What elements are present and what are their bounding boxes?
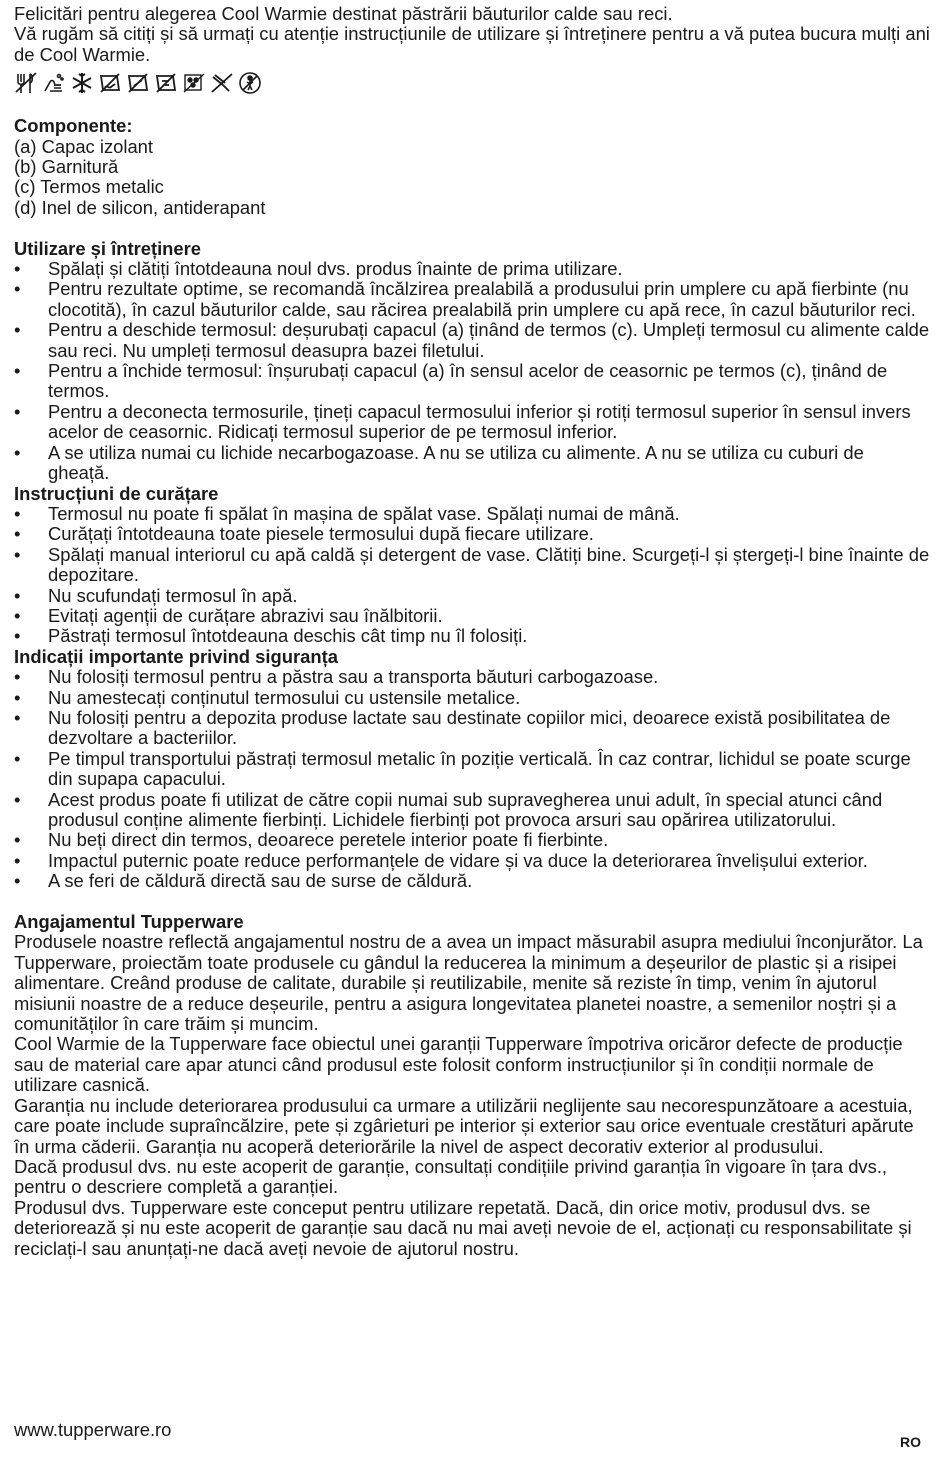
components-heading: Componente:	[14, 115, 133, 137]
intro-line-1: Felicitări pentru alegerea Cool Warmie destinat păstrării băuturilor calde sau reci.	[14, 3, 673, 24]
care-icons-row	[14, 68, 930, 98]
cleaning-item: • Nu scufundați termosul în apă.	[14, 586, 930, 606]
usage-heading: Utilizare și întreținere	[14, 237, 202, 259]
warranty-country-paragraph: Dacă produsul dvs. nu este acoperit de garanție, consultați condițiile privind garanția în vigoare în țara dvs., pentru o descriere completă a garanției.	[14, 1155, 888, 1198]
component-item: (d) Inel de silicon, antiderapant	[14, 196, 266, 218]
cleaning-item: • Spălați manual interiorul cu apă caldă și detergent de vase. Clătiți bine. Scurgeți-l și ștergeți-l bine înainte de depozitare.	[14, 545, 930, 586]
component-item: (c) Termos metalic	[14, 176, 164, 198]
no-metal-utensils-icon	[210, 71, 234, 95]
no-microwave-icon	[98, 71, 122, 95]
no-stovetop-icon	[154, 71, 178, 95]
warranty-exclusions-paragraph: Garanția nu include deteriorarea produsului ca urmare a utilizării neglijente sau necorespunzătoare a acestuia, care poate include supraîncălzire, pete și zgârieturi pe interior și exterior sau orice eventuale crestături apărute în urma căderii. Garanția nu acoperă deteriorările la nivel de aspect decorativ exterior al produsului.	[14, 1094, 914, 1157]
cleaning-heading: Instrucțiuni de curățare	[14, 482, 219, 504]
cleaning-item: • Evitați agenții de curățare abrazivi sau înălbitorii.	[14, 606, 930, 626]
usage-item: • Pentru a deconecta termosurile, țineți capacul termosului inferior și rotiți termosul superior în sensul invers acelor de ceasornic. Ridicați termosul superior de pe termosul inferior.	[14, 402, 930, 443]
instruction-document	[14, 4, 930, 1259]
usage-list	[14, 259, 930, 483]
usage-item: • Pentru a închide termosul: înșurubați capacul (a) în sensul acelor de ceasornic pe termos (c), ținând de termos.	[14, 361, 930, 402]
safety-item: • Pe timpul transportului păstrați termosul metalic în poziție verticală. În caz contrar, lichidul se poate scurge din supapa capacului.	[14, 749, 930, 790]
usage-item: • Pentru rezultate optime, se recomandă încălzirea prealabilă a produsului prin umplere cu apă fierbinte (nu clocotită), în cazul băuturilor calde, sau răcirea prealabilă prin umplere cu apă rece, în cazul băuturilor reci.	[14, 279, 930, 320]
cleaning-item: • Curățați întotdeauna toate piesele termosului după fiecare utilizare.	[14, 524, 930, 544]
safety-item: • Nu folosiți termosul pentru a păstra sau a transporta băuturi carbogazoase.	[14, 667, 930, 687]
no-oven-icon	[126, 71, 150, 95]
safety-item: • Nu amestecați conținutul termosului cu ustensile metalice.	[14, 688, 930, 708]
cleaning-item: • Păstrați termosul întotdeauna deschis cât timp nu îl folosiți.	[14, 626, 930, 646]
intro-line-2: Vă rugăm să citiți și să urmați cu atenție instrucțiunile de utilizare și întreținere pentru a vă putea bucura mulți ani de Cool Warmie.	[14, 23, 930, 65]
usage-item: • Spălați și clătiți întotdeauna noul dvs. produs înainte de prima utilizare.	[14, 259, 930, 279]
commitment-heading: Angajamentul Tupperware	[14, 911, 244, 933]
component-item: (a) Capac izolant	[14, 135, 154, 157]
safety-item: • Nu folosiți pentru a depozita produse lactate sau destinate copiilor mici, deoarece există posibilitatea de dezvoltare a bacteriilor.	[14, 708, 930, 749]
usage-item: • Pentru a deschide termosul: deșurubați capacul (a) ținând de termos (c). Umpleți termosul cu alimente calde sau reci. Nu umpleți termosul deasupra bazei filetului.	[14, 320, 930, 361]
usage-item: • A se utiliza numai cu lichide necarbogazoase. A nu se utiliza cu alimente. A nu se utiliza cu cuburi de gheață.	[14, 443, 930, 484]
safety-item: • Acest produs poate fi utilizat de către copii numai sub supravegherea unui adult, în special atunci când produsul conține alimente fierbinți. Lichidele fierbinți pot provoca arsuri sau opărirea utilizatorului.	[14, 790, 930, 831]
language-code: RO	[900, 1434, 921, 1450]
safety-item: • Nu beți direct din termos, deoarece peretele interior poate fi fierbinte.	[14, 830, 930, 850]
safety-list	[14, 667, 930, 891]
commitment-paragraph: Produsele noastre reflectă angajamentul nostru de a avea un impact măsurabil asupra mediului înconjurător. La Tupperware, proiectăm toate produsele cu gândul la reducerea la minimum a deșeurilor de plastic și a risipei alimentare. Creând produse de calitate, durabile și reutilizabile, menite să reziste în timp, venim în ajutorul misiunii noastre de a reduce deșeurile, pentru a asigura longevitatea planetei noastre, a semenilor noștri și a comunităților în care trăim și muncim.	[14, 931, 923, 1035]
cleaning-item: • Termosul nu poate fi spălat în mașina de spălat vase. Spălați numai de mână.	[14, 504, 930, 524]
cleaning-list	[14, 504, 930, 647]
no-carbonated-icon	[182, 71, 206, 95]
website-url: www.tupperware.ro	[14, 1419, 172, 1440]
recycling-paragraph: Produsul dvs. Tupperware este conceput pentru utilizare repetată. Dacă, din orice motiv, produsul dvs. se deteriorează și nu este acoperit de garanție sau dacă nu mai aveți nevoie de el, acționați cu responsabilitate și reciclați-l sau anunțați-ne dacă aveți nevoie de ajutorul nostru.	[14, 1196, 912, 1259]
warranty-paragraph: Cool Warmie de la Tupperware face obiectul unei garanții Tupperware împotriva oricăror defecte de producție sau de material care apar atunci când produsul este folosit conform instrucțiunilor și în condiții normale de utilizare casnică.	[14, 1033, 903, 1096]
no-dishwasher-icon	[14, 71, 38, 95]
component-item: (b) Garnitură	[14, 156, 119, 178]
safety-heading: Indicații importante privind siguranța	[14, 645, 338, 667]
hand-wash-icon	[42, 71, 66, 95]
no-children-icon	[238, 71, 262, 95]
safety-item: • Impactul puternic poate reduce performanțele de vidare și va duce la deteriorarea învelișului exterior.	[14, 851, 930, 871]
no-freezer-icon	[70, 71, 94, 95]
safety-item: • A se feri de căldură directă sau de surse de căldură.	[14, 871, 930, 891]
